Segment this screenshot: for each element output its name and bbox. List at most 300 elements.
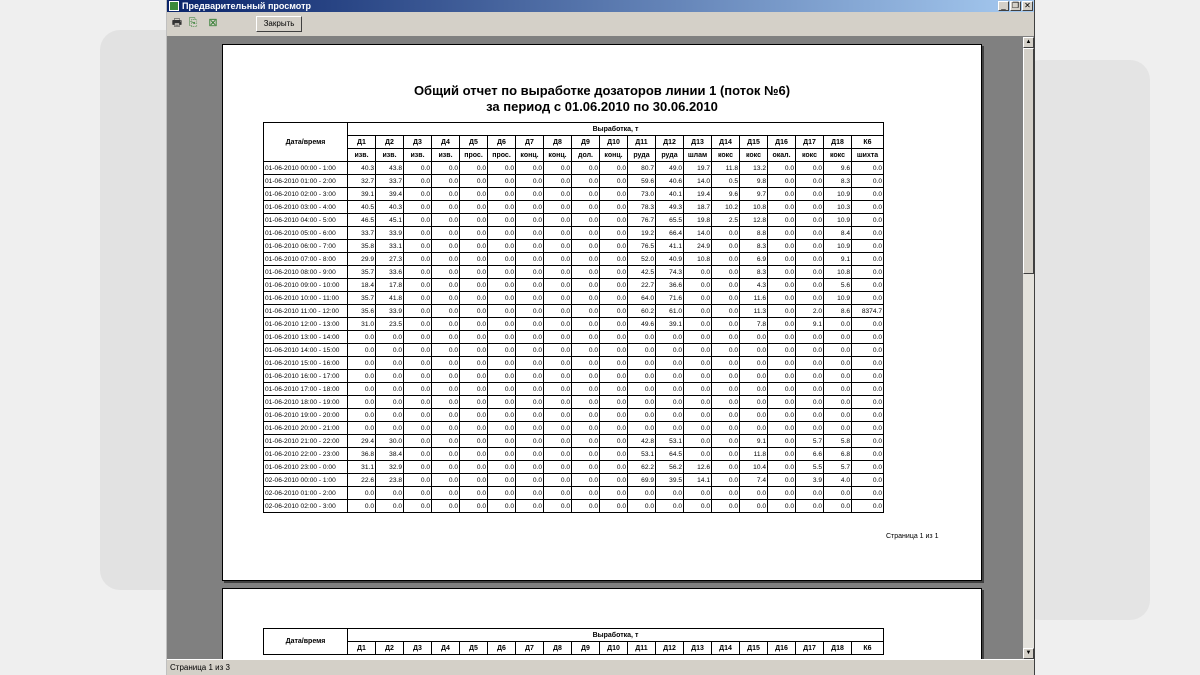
cell-value: 0.0 (516, 201, 544, 214)
cell-value: 0.0 (684, 370, 712, 383)
cell-value: 0.0 (600, 266, 628, 279)
cell-value: 0.0 (768, 344, 796, 357)
cell-value: 0.0 (684, 344, 712, 357)
cell-value: 0.0 (404, 175, 432, 188)
cell-value: 0.0 (852, 357, 884, 370)
cell-value: 33.9 (376, 305, 404, 318)
cell-value: 41.1 (656, 240, 684, 253)
cell-value: 0.0 (600, 487, 628, 500)
cell-value: 0.0 (488, 370, 516, 383)
column-header: Д14 (712, 136, 740, 149)
cell-value: 0.0 (796, 292, 824, 305)
cell-value: 0.0 (740, 409, 768, 422)
cell-value: 0.0 (404, 305, 432, 318)
column-header: К6 (852, 642, 884, 655)
cell-value: 0.0 (516, 240, 544, 253)
cell-value: 0.0 (824, 409, 852, 422)
row-datetime: 01-06-2010 14:00 - 15:00 (264, 344, 348, 357)
cell-value: 40.9 (656, 253, 684, 266)
cell-value: 0.0 (404, 318, 432, 331)
cell-value: 0.0 (488, 331, 516, 344)
cell-value: 0.0 (404, 227, 432, 240)
cell-value: 0.0 (488, 357, 516, 370)
cell-value: 0.0 (572, 500, 600, 513)
cell-value: 60.2 (628, 305, 656, 318)
cell-value: 0.0 (824, 500, 852, 513)
cell-value: 0.0 (404, 292, 432, 305)
cell-value: 0.0 (572, 448, 600, 461)
title-bar[interactable] (167, 0, 1034, 12)
cell-value: 10.9 (824, 292, 852, 305)
column-header: Д13 (684, 642, 712, 655)
column-header: Д18 (824, 642, 852, 655)
cell-value: 10.9 (824, 214, 852, 227)
cell-value: 0.0 (600, 175, 628, 188)
column-header: Д12 (656, 136, 684, 149)
cell-value: 0.0 (656, 383, 684, 396)
column-header: Д12 (656, 642, 684, 655)
column-header: Д2 (376, 136, 404, 149)
cell-value: 0.0 (516, 357, 544, 370)
cell-value: 59.6 (628, 175, 656, 188)
cell-value: 0.0 (544, 201, 572, 214)
cell-value: 0.0 (712, 253, 740, 266)
cell-value: 0.0 (600, 422, 628, 435)
cell-value: 76.7 (628, 214, 656, 227)
print-icon[interactable]: 🖶 (171, 17, 183, 29)
cell-value: 0.0 (460, 396, 488, 409)
cell-value: 0.0 (796, 266, 824, 279)
cell-value: 0.0 (544, 279, 572, 292)
cell-value: 5.8 (824, 435, 852, 448)
cell-value: 0.0 (460, 253, 488, 266)
report-table (263, 122, 884, 513)
cell-value: 0.0 (852, 214, 884, 227)
row-datetime: 01-06-2010 00:00 - 1:00 (264, 162, 348, 175)
cell-value: 0.0 (488, 396, 516, 409)
cell-value: 0.0 (516, 461, 544, 474)
table-row (264, 292, 884, 305)
cell-value: 0.0 (432, 500, 460, 513)
cell-value: 0.0 (516, 448, 544, 461)
cell-value: 0.0 (432, 331, 460, 344)
cell-value: 0.0 (768, 448, 796, 461)
scroll-up-arrow-icon[interactable]: ▲ (1023, 37, 1034, 48)
cell-value: 0.0 (376, 344, 404, 357)
cell-value: 0.0 (460, 318, 488, 331)
column-subheader: конц. (600, 149, 628, 162)
column-header: Д11 (628, 642, 656, 655)
cell-value: 0.0 (516, 279, 544, 292)
cell-value: 0.0 (572, 240, 600, 253)
cell-value: 10.8 (684, 253, 712, 266)
cell-value: 0.0 (348, 487, 376, 500)
cell-value: 32.7 (348, 175, 376, 188)
cell-value: 32.9 (376, 461, 404, 474)
cell-value: 0.0 (684, 396, 712, 409)
excel-icon[interactable]: ⊠ (208, 17, 218, 29)
cell-value: 0.0 (404, 344, 432, 357)
column-header: Д14 (712, 642, 740, 655)
cell-value: 29.4 (348, 435, 376, 448)
cell-value: 0.0 (544, 266, 572, 279)
row-datetime: 01-06-2010 22:00 - 23:00 (264, 448, 348, 461)
cell-value: 0.0 (376, 396, 404, 409)
cell-value: 3.9 (796, 474, 824, 487)
cell-value: 0.0 (376, 370, 404, 383)
cell-value: 0.0 (628, 396, 656, 409)
close-button[interactable]: Закрыть (256, 16, 302, 32)
cell-value: 12.6 (684, 461, 712, 474)
cell-value: 40.5 (348, 201, 376, 214)
cell-value: 0.0 (824, 370, 852, 383)
cell-value: 0.0 (796, 344, 824, 357)
cell-value: 0.0 (824, 344, 852, 357)
cell-value: 0.0 (488, 292, 516, 305)
cell-value: 80.7 (628, 162, 656, 175)
cell-value: 40.3 (348, 162, 376, 175)
cell-value: 49.6 (628, 318, 656, 331)
report-page-1 (222, 44, 982, 581)
cell-value: 0.0 (432, 305, 460, 318)
cell-value: 0.0 (544, 487, 572, 500)
cell-value: 0.0 (712, 487, 740, 500)
cell-value: 9.8 (740, 175, 768, 188)
cell-value: 0.0 (488, 422, 516, 435)
cell-value: 7.4 (740, 474, 768, 487)
cell-value: 0.0 (656, 357, 684, 370)
cell-value: 33.9 (376, 227, 404, 240)
table-row (264, 305, 884, 318)
cell-value: 0.0 (572, 487, 600, 500)
row-datetime: 01-06-2010 12:00 - 13:00 (264, 318, 348, 331)
cell-value: 0.0 (516, 435, 544, 448)
cell-value: 0.0 (460, 331, 488, 344)
row-datetime: 01-06-2010 09:00 - 10:00 (264, 279, 348, 292)
cell-value: 8.4 (824, 227, 852, 240)
cell-value: 0.0 (516, 188, 544, 201)
cell-value: 0.0 (516, 253, 544, 266)
cell-value: 0.0 (656, 500, 684, 513)
cell-value: 0.0 (852, 331, 884, 344)
cell-value: 0.0 (404, 422, 432, 435)
cell-value: 0.0 (460, 240, 488, 253)
cell-value: 0.0 (572, 162, 600, 175)
cell-value: 0.0 (376, 331, 404, 344)
cell-value: 12.8 (740, 214, 768, 227)
cell-value: 0.0 (824, 357, 852, 370)
cell-value: 0.0 (684, 279, 712, 292)
cell-value: 0.0 (376, 409, 404, 422)
cell-value: 0.0 (460, 279, 488, 292)
row-datetime: 01-06-2010 05:00 - 6:00 (264, 227, 348, 240)
cell-value: 0.0 (628, 357, 656, 370)
cell-value: 0.0 (628, 422, 656, 435)
cell-value: 10.9 (824, 188, 852, 201)
cell-value: 0.0 (432, 383, 460, 396)
cell-value: 0.0 (768, 500, 796, 513)
cell-value: 0.0 (572, 175, 600, 188)
cell-value: 11.8 (740, 448, 768, 461)
table-row (264, 487, 884, 500)
scroll-down-arrow-icon[interactable]: ▼ (1023, 648, 1034, 659)
cell-value: 35.8 (348, 240, 376, 253)
cell-value: 0.0 (768, 240, 796, 253)
report-table-page-2 (263, 628, 884, 655)
cell-value: 0.0 (768, 279, 796, 292)
cell-value: 0.0 (852, 318, 884, 331)
cell-value: 0.0 (544, 461, 572, 474)
cell-value: 0.0 (516, 409, 544, 422)
cell-value: 0.0 (488, 214, 516, 227)
column-header: Д10 (600, 642, 628, 655)
cell-value: 0.0 (852, 500, 884, 513)
cell-value: 0.0 (432, 370, 460, 383)
toolbar (167, 12, 1034, 37)
cell-value: 0.0 (768, 201, 796, 214)
cell-value: 0.0 (516, 344, 544, 357)
cell-value: 0.0 (404, 396, 432, 409)
table-row (264, 331, 884, 344)
cell-value: 0.0 (572, 461, 600, 474)
close-window-button[interactable]: ✕ (1022, 1, 1033, 11)
cell-value: 0.0 (572, 305, 600, 318)
cell-value: 0.0 (712, 292, 740, 305)
cell-value: 31.1 (348, 461, 376, 474)
cell-value: 0.0 (796, 253, 824, 266)
table-row (264, 162, 884, 175)
cell-value: 0.0 (852, 175, 884, 188)
column-header: Д13 (684, 136, 712, 149)
cell-value: 0.0 (348, 500, 376, 513)
cell-value: 0.0 (712, 305, 740, 318)
column-header: Д5 (460, 136, 488, 149)
cell-value: 0.0 (460, 448, 488, 461)
table-row (264, 214, 884, 227)
cell-value: 0.0 (712, 396, 740, 409)
cell-value: 0.0 (600, 318, 628, 331)
cell-value: 45.1 (376, 214, 404, 227)
cell-value: 0.0 (348, 357, 376, 370)
cell-value: 0.0 (488, 227, 516, 240)
cell-value: 0.0 (544, 383, 572, 396)
cell-value: 19.7 (684, 162, 712, 175)
output-group-header: Выработка, т (348, 629, 884, 642)
cell-value: 0.0 (404, 474, 432, 487)
cell-value: 0.0 (656, 331, 684, 344)
vertical-scrollbar[interactable] (1023, 37, 1034, 659)
table-row (264, 396, 884, 409)
cell-value: 0.0 (404, 370, 432, 383)
cell-value: 0.0 (684, 383, 712, 396)
table-row (264, 448, 884, 461)
cell-value: 6.6 (796, 448, 824, 461)
cell-value: 49.3 (656, 201, 684, 214)
scroll-thumb[interactable] (1023, 48, 1034, 274)
cell-value: 9.6 (824, 162, 852, 175)
cell-value: 0.0 (404, 201, 432, 214)
report-page-2 (222, 588, 982, 659)
table-row (264, 279, 884, 292)
cell-value: 9.1 (740, 435, 768, 448)
cell-value: 0.0 (768, 175, 796, 188)
cell-value: 0.5 (712, 175, 740, 188)
cell-value: 66.4 (656, 227, 684, 240)
column-header: Д1 (348, 136, 376, 149)
cell-value: 39.4 (376, 188, 404, 201)
cell-value: 0.0 (796, 201, 824, 214)
cell-value: 0.0 (488, 162, 516, 175)
cell-value: 30.0 (376, 435, 404, 448)
cell-value: 2.0 (796, 305, 824, 318)
cell-value: 2.5 (712, 214, 740, 227)
cell-value: 8.3 (824, 175, 852, 188)
cell-value: 0.0 (824, 331, 852, 344)
cell-value: 0.0 (684, 318, 712, 331)
cell-value: 0.0 (768, 383, 796, 396)
cell-value: 0.0 (488, 266, 516, 279)
cell-value: 0.0 (796, 214, 824, 227)
cell-value: 0.0 (432, 344, 460, 357)
cell-value: 0.0 (684, 409, 712, 422)
cell-value: 0.0 (572, 279, 600, 292)
table-row (264, 357, 884, 370)
cell-value: 0.0 (544, 396, 572, 409)
cell-value: 0.0 (684, 422, 712, 435)
cell-value: 0.0 (768, 487, 796, 500)
cell-value: 0.0 (348, 370, 376, 383)
cell-value: 0.0 (376, 422, 404, 435)
cell-value: 0.0 (488, 383, 516, 396)
cell-value: 42.8 (628, 435, 656, 448)
cell-value: 0.0 (460, 487, 488, 500)
cell-value: 5.7 (796, 435, 824, 448)
row-datetime: 01-06-2010 02:00 - 3:00 (264, 188, 348, 201)
row-datetime: 01-06-2010 16:00 - 17:00 (264, 370, 348, 383)
window-title: Предварительный просмотр (182, 1, 311, 11)
cell-value: 0.0 (544, 370, 572, 383)
column-header: Д6 (488, 642, 516, 655)
table-row (264, 383, 884, 396)
column-subheader: руда (628, 149, 656, 162)
cell-value: 0.0 (348, 331, 376, 344)
cell-value: 0.0 (544, 422, 572, 435)
cell-value: 39.5 (656, 474, 684, 487)
cell-value: 0.0 (544, 357, 572, 370)
cell-value: 0.0 (656, 487, 684, 500)
cell-value: 0.0 (852, 188, 884, 201)
cell-value: 0.0 (404, 409, 432, 422)
cell-value: 0.0 (544, 344, 572, 357)
table-row (264, 201, 884, 214)
cell-value: 0.0 (684, 292, 712, 305)
cell-value: 0.0 (600, 409, 628, 422)
cell-value: 0.0 (684, 435, 712, 448)
cell-value: 0.0 (712, 435, 740, 448)
cell-value: 41.8 (376, 292, 404, 305)
cell-value: 11.6 (740, 292, 768, 305)
cell-value: 0.0 (516, 383, 544, 396)
cell-value: 0.0 (404, 331, 432, 344)
cell-value: 0.0 (824, 422, 852, 435)
cell-value: 39.1 (348, 188, 376, 201)
cell-value: 0.0 (600, 279, 628, 292)
cell-value: 33.1 (376, 240, 404, 253)
cell-value: 0.0 (740, 422, 768, 435)
cell-value: 6.9 (740, 253, 768, 266)
cell-value: 0.0 (432, 448, 460, 461)
row-datetime: 01-06-2010 18:00 - 19:00 (264, 396, 348, 409)
cell-value: 76.5 (628, 240, 656, 253)
row-datetime: 02-06-2010 00:00 - 1:00 (264, 474, 348, 487)
cell-value: 0.0 (852, 240, 884, 253)
cell-value: 9.1 (824, 253, 852, 266)
cell-value: 0.0 (852, 227, 884, 240)
cell-value: 0.0 (796, 396, 824, 409)
cell-value: 0.0 (768, 357, 796, 370)
cell-value: 36.6 (656, 279, 684, 292)
cell-value: 0.0 (768, 292, 796, 305)
cell-value: 0.0 (768, 305, 796, 318)
cell-value: 0.0 (404, 448, 432, 461)
cell-value: 0.0 (740, 487, 768, 500)
column-subheader: прос. (488, 149, 516, 162)
cell-value: 0.0 (432, 227, 460, 240)
table-row (264, 240, 884, 253)
cell-value: 35.7 (348, 266, 376, 279)
cell-value: 0.0 (684, 448, 712, 461)
cell-value: 0.0 (796, 409, 824, 422)
cell-value: 0.0 (544, 474, 572, 487)
cell-value: 0.0 (460, 175, 488, 188)
cell-value: 0.0 (544, 409, 572, 422)
cell-value: 0.0 (768, 474, 796, 487)
row-datetime: 01-06-2010 04:00 - 5:00 (264, 214, 348, 227)
cell-value: 64.5 (656, 448, 684, 461)
cell-value: 0.0 (544, 318, 572, 331)
column-subheader: конц. (544, 149, 572, 162)
cell-value: 10.3 (824, 201, 852, 214)
cell-value: 9.1 (796, 318, 824, 331)
cell-value: 0.0 (768, 266, 796, 279)
column-header: Д4 (432, 136, 460, 149)
cell-value: 0.0 (404, 266, 432, 279)
cell-value: 33.7 (348, 227, 376, 240)
cell-value: 0.0 (544, 162, 572, 175)
cell-value: 0.0 (852, 201, 884, 214)
table-row (264, 409, 884, 422)
cell-value: 0.0 (628, 383, 656, 396)
cell-value: 0.0 (460, 344, 488, 357)
cell-value: 73.0 (628, 188, 656, 201)
cell-value: 0.0 (460, 227, 488, 240)
cell-value: 0.0 (712, 500, 740, 513)
cell-value: 0.0 (712, 227, 740, 240)
cell-value: 0.0 (544, 331, 572, 344)
cell-value: 0.0 (768, 162, 796, 175)
cell-value: 0.0 (404, 487, 432, 500)
minimize-button[interactable]: _ (998, 1, 1009, 11)
cell-value: 0.0 (796, 175, 824, 188)
restore-button[interactable]: ❐ (1011, 1, 1020, 10)
export-icon[interactable]: ⎘ (188, 17, 198, 29)
cell-value: 0.0 (796, 383, 824, 396)
datetime-header: Дата/время (264, 123, 348, 162)
cell-value: 19.2 (628, 227, 656, 240)
cell-value: 0.0 (572, 370, 600, 383)
cell-value: 0.0 (684, 305, 712, 318)
cell-value: 0.0 (768, 318, 796, 331)
